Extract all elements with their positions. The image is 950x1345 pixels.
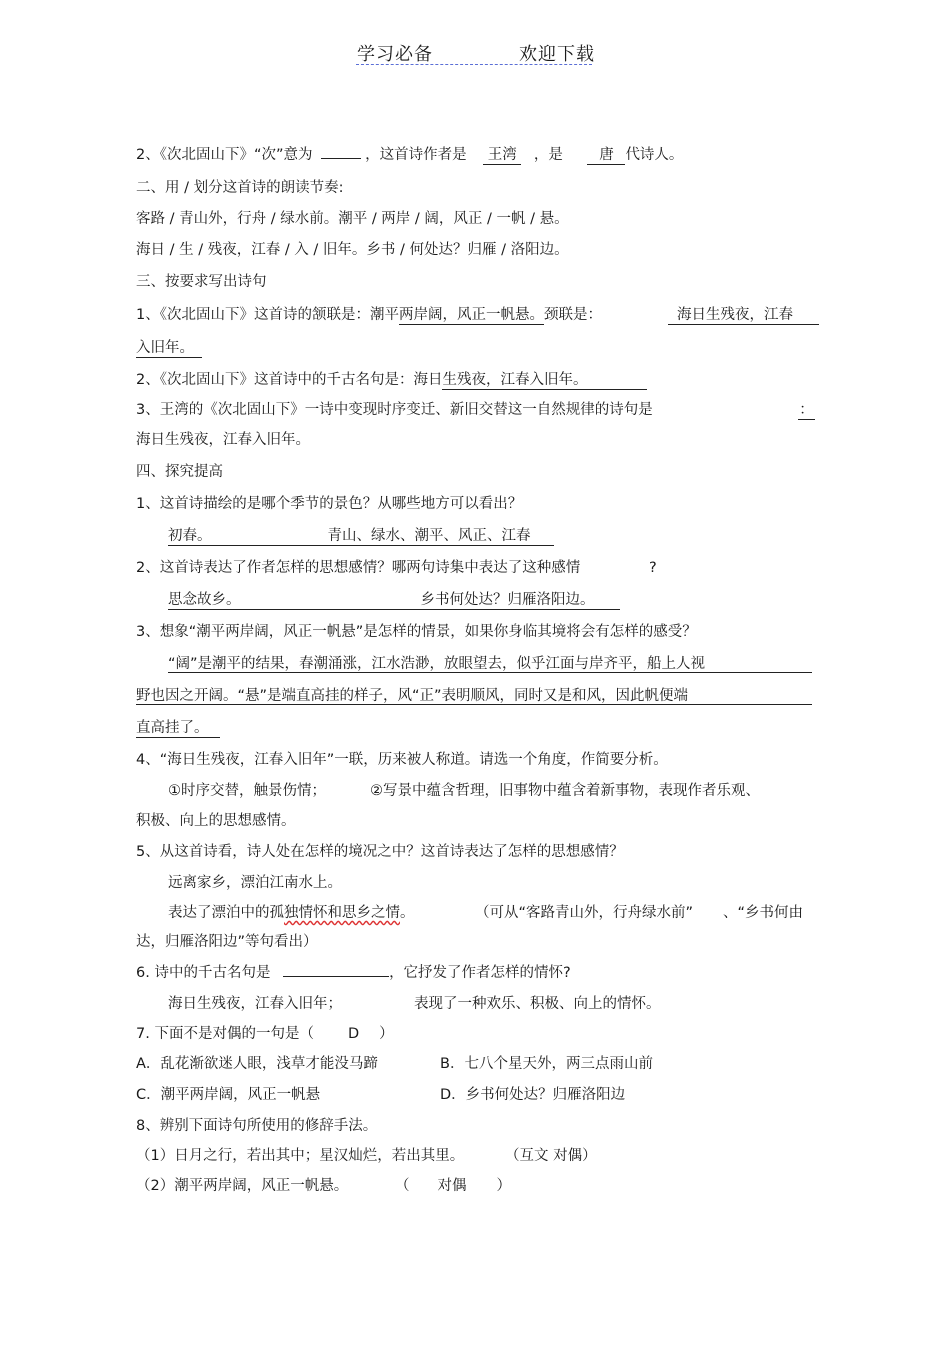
section-4-q7: 7. 下面不是对偶的一句是（ D ）	[136, 1026, 394, 1042]
answer-q7: D	[347, 1026, 360, 1042]
blank-meaning	[321, 158, 361, 159]
rhythm-line-2: 海日 / 生 / 残夜，江春 / 入 / 旧年。乡书 / 何处达？归雁 / 洛阳边。	[136, 242, 569, 258]
section-3-q2: 2、《次北固山下》这首诗中的千古名句是：海日生残夜，江春入旧年。	[136, 370, 647, 390]
option-b: B．七八个星天外，两三点雨山前	[440, 1056, 653, 1072]
header-right: 欢迎下载	[519, 44, 595, 65]
section-4-q8: 8、辨别下面诗句所使用的修辞手法。	[136, 1118, 378, 1134]
question-2-line: 2、《次北固山下》“次”意为 ，这首诗作者是 王湾 ，是 唐 代诗人。	[136, 147, 684, 163]
blank-famous-line	[283, 976, 389, 977]
answer-blank-colon: ：	[799, 402, 814, 418]
answer-neck-couplet-cont: 入旧年。	[136, 339, 202, 358]
section-4-a1: 初春。 青山、绿水、潮平、风正、江春	[168, 526, 554, 546]
section-4-q4: 4、“海日生残夜，江春入旧年”一联，历来被人称道。请选一个角度，作简要分析。	[136, 752, 668, 768]
document-page: 学习必备 欢迎下载 2、《次北固山下》“次”意为 ，这首诗作者是 王湾 ，是 唐 代诗人。 二、用 / 划分这首诗的朗读节奏: 客路 / 青山外，行舟 / 绿水前。潮平 / 两岸 / 阔，风正 / 一帆 / 悬。 海日 / 生 / 残夜，江春 / 入 / 旧年。乡书 / 何处达？归雁 / 洛阳边。 三、按要求写出诗句 1、《次北固山下》这首诗的颔联是：潮平两岸阔，风正一帆悬。颈联是： 海日生残夜，江春 入旧年。 2、《次北固山下》这首诗中的千古名句是：海日生残夜，江春入旧年。 3、王湾的《次北固山下》一诗中变现时序变迁、新旧交替这一自然规律的诗句是 ： 海日生残夜，江春入旧年。 四、探究提高 1、这首诗描绘的是哪个季节的景色？从哪些地方可以看出？ 初春。 青山、绿水、潮平、风正、江春 2、这首诗表达了作者怎样的思想感情？哪两句诗集中表达了这种感情 ? 思念故乡。 乡书何处达？归雁洛阳边。 3、想象“潮平两岸阔，风正一帆悬”是怎样的情景，如果你身临其境将会有怎样的感受？ “阔”是潮平的结果，春潮涌涨，江水浩渺，放眼望去，似乎江面与岸齐平，船上人视 野也因之开阔。“悬”是端直高挂的样子，风“正”表明顺风，同时又是和风，因此帆便端 直高挂了。 4、“海日生残夜，江春入旧年”一联，历来被人称道。请选一个角度，作简要分析。 ①时序交替，触景伤情； ②写景中蕴含哲理，旧事物中蕴含着新事物，表现作者乐观、 积极、向上的思想感情。 5、从这首诗看，诗人处在怎样的境况之中？这首诗表达了怎样的思想感情？ 远离家乡，漂泊江南水上。 表达了漂泊中的孤独情怀和思乡之情。 （可从“客路青山外，行舟绿水前” 、“乡书何由 达，归雁洛阳边”等句看出） 6. 诗中的千古名句是 ，它抒发了作者怎样的情怀? 海日生残夜，江春入旧年； 表现了一种欢乐、积极、向上的情怀。 7. 下面不是对偶的一句是（ D ） A．乱花渐欲迷人眼，浅草才能没马蹄 B．七八个星天外，两三点雨山前 C．潮平两岸阔，风正一帆悬 D．乡书何处达？归雁洛阳边 8、辨别下面诗句所使用的修辞手法。 （1）日月之行，若出其中；星汉灿烂，若出其里。 （互文 对偶） （2）潮平两岸阔，风正一帆悬。 （ 对偶 ）	[0, 0, 950, 1345]
section-4-q1: 1、这首诗描绘的是哪个季节的景色？从哪些地方可以看出？	[136, 496, 523, 512]
section-3-q3-answer: 海日生残夜，江春入旧年。	[136, 432, 310, 448]
option-a: A．乱花渐欲迷人眼，浅草才能没马蹄	[136, 1056, 378, 1072]
answer-q8-1: （互文 对偶）	[505, 1148, 597, 1164]
header-rule	[356, 64, 592, 65]
answer-author: 王湾	[483, 146, 521, 165]
section-4-a5-line2: 表达了漂泊中的孤独情怀和思乡之情。	[168, 905, 415, 921]
section-4-q3: 3、想象“潮平两岸阔，风正一帆悬”是怎样的情景，如果你身临其境将会有怎样的感受？	[136, 624, 697, 640]
section-4-a5-line3: 达，归雁洛阳边”等句看出）	[136, 934, 318, 950]
option-d: D．乡书何处达？归雁洛阳边	[440, 1087, 626, 1103]
section-4-a3-line1: “阔”是潮平的结果，春潮涌涨，江水浩渺，放眼望去，似乎江面与岸齐平，船上人视	[168, 656, 706, 672]
section-4-a4-part3: 积极、向上的思想感情。	[136, 813, 296, 829]
section-4-a3-line2: 野也因之开阔。“悬”是端直高挂的样子，风“正”表明顺风，同时又是和风，因此帆便端	[136, 688, 689, 704]
header-left: 学习必备	[357, 44, 433, 65]
section-3-q3: 3、王湾的《次北固山下》一诗中变现时序变迁、新旧交替这一自然规律的诗句是	[136, 402, 653, 418]
question-mark: ?	[649, 560, 657, 576]
section-4-title: 四、探究提高	[136, 464, 223, 480]
option-c: C．潮平两岸阔，风正一帆悬	[136, 1087, 321, 1103]
section-2-title: 二、用 / 划分这首诗的朗读节奏:	[136, 180, 344, 196]
rhythm-line-1: 客路 / 青山外，行舟 / 绿水前。潮平 / 两岸 / 阔，风正 / 一帆 / 悬。	[136, 211, 569, 227]
section-4-q8-2: （2）潮平两岸阔，风正一帆悬。	[136, 1178, 349, 1194]
section-4-q2: 2、这首诗表达了作者怎样的思想感情？哪两句诗集中表达了这种感情	[136, 560, 581, 576]
answer-q8-2: （ 对偶 ）	[395, 1178, 511, 1194]
section-4-a2: 思念故乡。 乡书何处达？归雁洛阳边。	[168, 590, 620, 610]
section-4-a3-line3: 直高挂了。	[136, 719, 220, 738]
section-3-title: 三、按要求写出诗句	[136, 274, 267, 290]
section-4-a5-line1: 远离家乡，漂泊江南水上。	[168, 875, 342, 891]
section-4-a6-part2: 表现了一种欢乐、积极、向上的情怀。	[414, 996, 661, 1012]
section-4-q6: 6. 诗中的千古名句是 ，它抒发了作者怎样的情怀?	[136, 965, 571, 981]
section-4-q5: 5、从这首诗看，诗人处在怎样的境况之中？这首诗表达了怎样的思想感情？	[136, 844, 624, 860]
section-4-a4-part1: ①时序交替，触景伤情；	[168, 783, 326, 799]
section-3-q1: 1、《次北固山下》这首诗的颔联是：潮平两岸阔，风正一帆悬。颈联是： 海日生残夜，江春	[136, 305, 819, 325]
section-4-q8-1: （1）日月之行，若出其中；星汉灿烂，若出其里。	[136, 1148, 465, 1164]
section-4-a6-part1: 海日生残夜，江春入旧年；	[168, 996, 342, 1012]
answer-dynasty: 唐	[587, 146, 625, 165]
section-4-a4-part2: ②写景中蕴含哲理，旧事物中蕴含着新事物，表现作者乐观、	[370, 783, 760, 799]
answer-neck-couplet: 海日生残夜，江春	[668, 306, 819, 325]
answer-famous-line: 生残夜，江春入旧年。	[442, 371, 647, 390]
